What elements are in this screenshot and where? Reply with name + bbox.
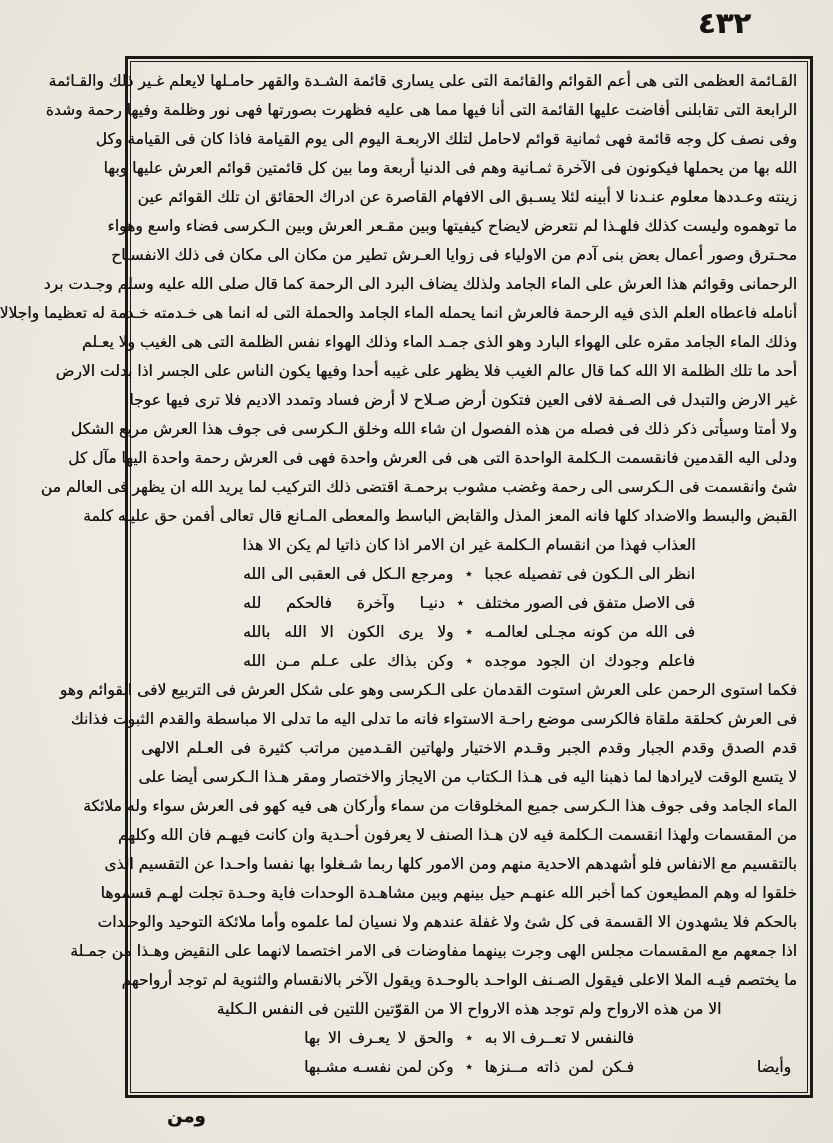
- verse-separator-icon: ٭: [465, 625, 473, 640]
- prose-line: الماء الجامد وفى جوف هذا الـكرسى جميع المخلوقات من سماء وأركان هى فيه كهو فى العرش سواء وله ملائكة: [83, 797, 797, 815]
- hemistich-second: ومرجع الـكل فى العقبى الى الله: [243, 565, 454, 583]
- verse-line: [243, 560, 695, 589]
- verse-line: [243, 618, 695, 647]
- prose-line: فى العرش كحلقة ملقاة فالكرسى موضع راحـة الاستواء فانه ما تدلى اليه ما تدلى الا مباسطة والقدم الثبوت فذانك: [70, 710, 797, 728]
- prose-line: غير الارض والتبدل فى الصـفة لافى العين فتكون أرض صـلاح لا أرض فساد وتمدد الاديم فلا ترى فيها عوجا: [129, 391, 797, 409]
- hemistich-first: فـكن لمن ذاته مــنزها: [484, 1058, 634, 1076]
- prose-line: بالحكم فلا يشهدون الا القسمة فى كل شئ ولا غفلة عندهم ولا نسيان لما علموه وأما ملائكة التوحيد والوحـدات: [97, 913, 797, 931]
- hemistich-first: انظر الى الـكون فى تفصيله عجبا: [484, 565, 695, 583]
- verse-separator-icon: ٭: [456, 596, 464, 611]
- hemistich-second: والحق لا يعـرف الا بها: [304, 1029, 454, 1047]
- hemistich-first: فى الاصل متفق فى الصور مختلف: [475, 594, 695, 612]
- prose-line: أحد ما تلك الظلمة الا الله كما قال عالم الغيب فلا يظهر على غيبه أحدا وفيها يكون الناس على الجسر اذا بدلت الارض: [55, 362, 797, 380]
- prose-line: زينته وعـددها معلوم عنـدنا لا أبينه لئلا يسـبق الى الافهام القاصرة عن ادراك الحقائق ان تلك القوائم عين: [137, 188, 797, 206]
- hemistich-second: وكن بذاك على عـلم مـن الله: [243, 652, 454, 670]
- prose-line-short: العذاب فهذا من انقسام الـكلمة غير ان الامر اذا كان ذاتيا لم يكن الا هذا: [242, 536, 696, 554]
- prose-line: ما يختصم فيـه الملا الاعلى فيقول الصـنف الواحـد بالوحـدة ويقول الآخر بالانقسام والثنوية لم توجد أرواحهم: [121, 971, 797, 989]
- prose-line: خلقوا له وهم المطيعون كما أخبر الله عنهـم حيل بينهم وبين مشاهـدة الوحدات فاية وحـدة تجلت لهـم قسموها: [100, 884, 797, 902]
- prose-line: قدم الصدق وقدم الجبار وقدم الجبر وقـدم الاختيار ولهاتين القـدمين مراتب كثيرة فى العـلم الالهى: [141, 739, 797, 757]
- prose-line-short: الا من هذه الارواح ولم توجد هذه الارواح الا من القوّتين اللتين فى النفس الـكلية: [216, 1000, 722, 1018]
- prose-line: وذلك الماء الجامد مقره على الهواء البارد وهو الذى جمـد الماء وذلك الهواء نفس الظلمة التى هى الغيب ولا يعـلم: [81, 333, 797, 351]
- prose-line: اذا جمعهم مع المقسمات مجلس الهى وجرت بينهما مفاوضات فى الامر اختصما لانهما على النقيض وهـذا من جمـلة: [70, 942, 797, 960]
- verse-separator-icon: ٭: [465, 1031, 473, 1046]
- prose-line: ولا أمتا وسيأتى ذكر ذلك فى فصله من هذه الفصول ان شاء الله وخلق الـكرسى فى جوف هذا العرش مربع الشكل: [70, 420, 797, 438]
- text-block: [0, 67, 797, 1082]
- hemistich-second: وكن لمن نفسـه مشـبها: [304, 1058, 454, 1076]
- page-border-outer: [0, 56, 813, 1098]
- prose-line: محـترق وصور أعمال بعض بنى آدم من الاولياء فى زوايا العـرش تطير من مكان الى مكان فى ذلك الانفسـاح: [111, 246, 797, 264]
- poem-block: [141, 560, 797, 676]
- prose-line: شئ وانقسمت فى الـكرسى الى رحمة وغضب مشوب برحمـة اقتضى ذلك التركيب لما يريد الله ان يظهر فى العالم من: [40, 478, 797, 496]
- prose-line: من المقسمات ولهذا انقسمت الـكلمة فيه لان هـذا الصنف لا يعرفون أحـدية وان كانت فيهـم فان الله وكلهم: [117, 826, 797, 844]
- prose-line: بالتقسيم مع الانفاس فلو أشهدهم الاحدية منهم ومن الامور كلها ربما شـغلوا بها نفسا واحـدا عن التقسيم الذى: [104, 855, 797, 873]
- hemistich-second: دنيـا وآخرة فالحكم لله: [243, 594, 445, 612]
- page-border-inner: [0, 61, 808, 1093]
- hemistich-second: ولا يرى الكون الا الله بالله: [243, 623, 454, 641]
- verse-line: [243, 647, 695, 676]
- poem-block: [141, 1024, 797, 1082]
- prose-line: الله بها من يحملها فيكونون فى الآخرة ثمـانية وهم فى الدنيا أربعة وما بين كل قائمتين قوائم العرش عليها وبها: [103, 159, 797, 177]
- prose-line: القبض والبسط والاضداد كلها فانه المعز المذل والقابض الباسط والمعطى المـانع قال تعالى أفمن حق عليـه كلمة: [83, 507, 797, 525]
- verse-line: [243, 589, 695, 618]
- prose-line: وفى نصف كل وجه قائمة فهى ثمانية قوائم لاحامل لتلك الاربعـة اليوم الى يوم القيامة فاذا كان فى القيامة وكل: [95, 130, 797, 148]
- prose-line: ودلى اليه القدمين فانقسمت الـكلمة الواحدة التى هى فى العرش واحدة فهى فى العرش رحمة واحدة اليها مآل كل: [68, 449, 797, 467]
- verse-separator-icon: ٭: [465, 1060, 473, 1075]
- verse-line: [304, 1024, 634, 1053]
- catchword: ومن: [167, 1106, 206, 1127]
- page-number: ٤٣٢: [697, 6, 751, 40]
- prose-line: ما توهموه وليست كذلك فلهـذا لم نتعرض لايضاح كيفيتها وبين مقـعر العرش وبين الـكرسى فضاء واسع وهواء: [107, 217, 797, 235]
- prose-line: أنامله فاعطاه العلم الذى فيه الرحمة فالعرش انما يحمله الماء الجامد والحملة التى له انما هى خـدمته خـدمة له تعظيما واجلالا: [0, 304, 797, 322]
- verse-separator-icon: ٭: [465, 654, 473, 669]
- prose-line: لا يتسع الوقت لايرادها لما ذهبنا اليه فى هـذا الـكتاب من الايجاز والاختصار ومقر هـذا الـكرسى أيضا على: [138, 768, 797, 786]
- hemistich-first: فالنفس لا تعــرف الا به: [484, 1029, 634, 1047]
- verse-line: [304, 1053, 634, 1082]
- hemistich-first: فاعلم وجودك ان الجود موجده: [484, 652, 695, 670]
- prose-line: الرابعة التى تقابلنى أفاضت عليها القائمة التى أنا فيها مما هى عليه فظهرت بصورتها فهى نور وظلمة وفيها رحمة وشدة: [45, 101, 797, 119]
- prose-line: القـائمة العظمى التى هى أعم القوائم والقائمة التى على يسارى قائمة الشـدة والقهر حامـلها لايعلم غـير ذلك والقـائمة: [48, 72, 797, 90]
- verse-separator-icon: ٭: [465, 567, 473, 582]
- prose-line: فكما استوى الرحمن على العرش استوت القدمان على الـكرسى وهو على شكل العرش فى التربيع لافى القوائم وهو: [59, 681, 797, 699]
- prose-line: الرحمانى وقوائم هذا العرش على الماء الجامد ولذلك يضاف البرد الى الرحمة كما قال صلى الله عليه وسلم وجـدت برد: [43, 275, 797, 293]
- hemistich-first: فى الله من كونه مجـلى لعالمـه: [484, 623, 695, 641]
- margin-note-also: وأيضا: [756, 1058, 791, 1076]
